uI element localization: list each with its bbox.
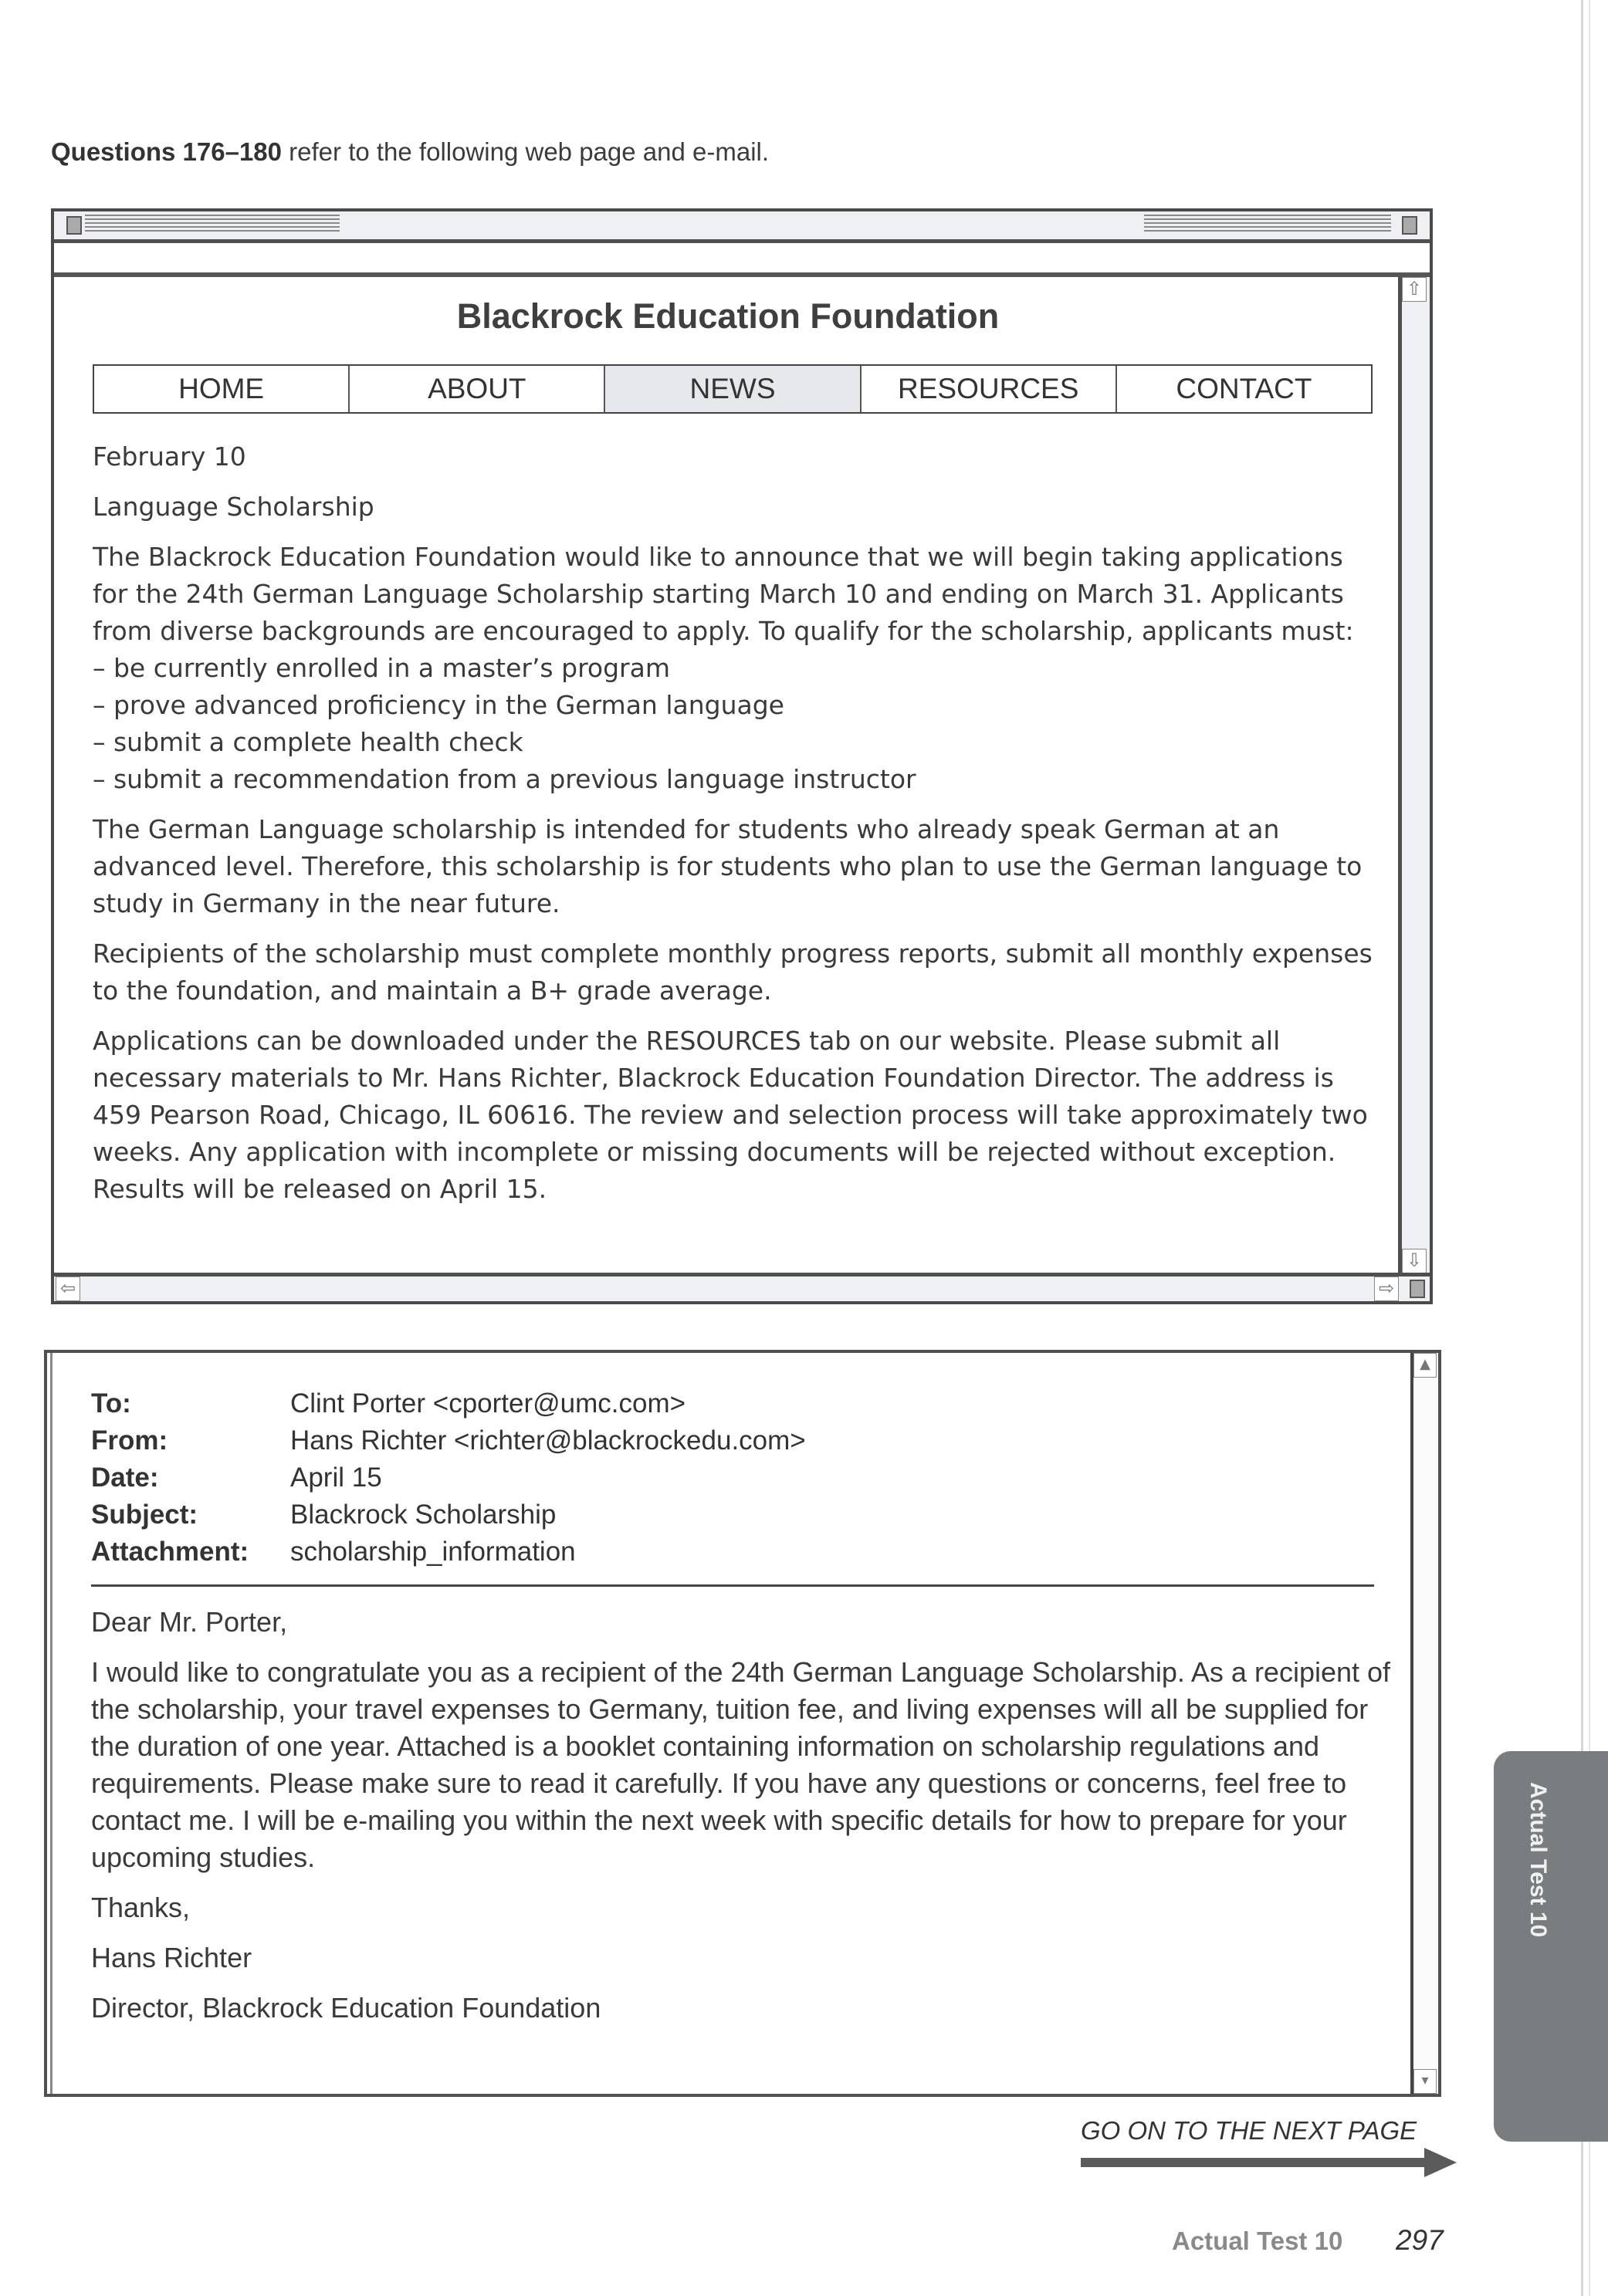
article-headline: Language Scholarship: [93, 492, 374, 522]
side-tab-label: Actual Test 10: [1525, 1782, 1551, 1938]
header-label: Attachment:: [91, 1537, 249, 1567]
header-value: April 15: [290, 1462, 382, 1493]
horizontal-scrollbar[interactable]: [54, 1273, 1430, 1301]
article-paragraph: The Blackrock Education Foundation would like to announce that we will begin taking applications for the 24th German Language Scholarship starting March 10 and ending on March 31. Applicants from diverse backgrounds are encouraged to apply. To qualify for the scholarship, applicants must:: [93, 542, 1354, 646]
scroll-down-icon[interactable]: ▾: [1413, 2069, 1437, 2094]
header-label: From:: [91, 1425, 168, 1456]
scroll-left-icon[interactable]: ⇦: [56, 1276, 80, 1301]
header-label: To:: [91, 1388, 131, 1419]
article-paragraph: The German Language scholarship is intended for students who already speak German at an advanced level. Therefore, this scholarship is for students who plan to use the German language to study in Germany in the near future.: [93, 814, 1363, 918]
article: [93, 438, 1374, 1221]
requirement-item: – prove advanced proficiency in the German language: [93, 690, 784, 720]
header-to: [91, 1385, 806, 1422]
footer-section: Actual Test 10: [1172, 2227, 1343, 2255]
close-box-icon[interactable]: [66, 216, 82, 235]
title-stripes: [85, 215, 340, 233]
header-date: [91, 1459, 806, 1496]
header-label: Date:: [91, 1462, 159, 1493]
article-paragraph: Recipients of the scholarship must complete monthly progress reports, submit all monthly expenses to the foundation, and maintain a B+ grade average.: [93, 938, 1373, 1006]
nav-contact[interactable]: CONTACT: [1176, 373, 1312, 404]
email-closing: Thanks,: [91, 1892, 191, 1923]
question-range: Questions 176–180: [51, 137, 282, 166]
scroll-up-icon[interactable]: ▲: [1413, 1353, 1437, 1378]
nav-news[interactable]: NEWS: [605, 366, 861, 412]
header-divider: [91, 1584, 1374, 1587]
scroll-up-icon[interactable]: ⇧: [1402, 277, 1427, 302]
question-text: refer to the following web page and e-mail.: [282, 137, 770, 166]
next-page-label: GO ON TO THE NEXT PAGE: [1081, 2116, 1417, 2145]
nav-resources[interactable]: RESOURCES: [862, 366, 1117, 412]
nav-home[interactable]: HOME: [94, 366, 350, 412]
resize-box-icon[interactable]: [1410, 1280, 1425, 1298]
address-bar[interactable]: [54, 243, 1430, 277]
header-value: Blackrock Scholarship: [290, 1500, 557, 1530]
email-window: [44, 1350, 1441, 2097]
header-value: Clint Porter <cporter@umc.com>: [290, 1388, 686, 1419]
header-subject: [91, 1496, 806, 1533]
scroll-right-icon[interactable]: ⇨: [1374, 1276, 1399, 1301]
window-title-bar[interactable]: [54, 211, 1430, 243]
email-frame-line: [50, 1353, 52, 2094]
attachment-link[interactable]: scholarship_information: [290, 1537, 576, 1567]
email-body: [91, 1604, 1403, 2040]
vertical-scrollbar[interactable]: [1398, 277, 1430, 1273]
email-headers: [91, 1385, 806, 1571]
signature-name: Hans Richter: [91, 1942, 252, 1973]
site-nav: [93, 364, 1373, 414]
requirement-item: – submit a recommendation from a previous language instructor: [93, 764, 916, 794]
browser-window: [51, 208, 1433, 1304]
signature-title: Director, Blackrock Education Foundation: [91, 1992, 601, 2024]
article-paragraph: Applications can be downloaded under the RESOURCES tab on our website. Please submit all necessary materials to Mr. Hans Richter, Blackrock Education Foundation Director. The address is 459 Pearson Road, Chicago, IL 60616. The review and selection process will take approximately two weeks. Any application with incomplete or missing documents will be rejected without exception. Results will be released on April 15.: [93, 1026, 1368, 1204]
header-label: Subject:: [91, 1500, 198, 1530]
article-date: February 10: [93, 441, 246, 472]
page-number: 297: [1396, 2224, 1444, 2256]
email-greeting: Dear Mr. Porter,: [91, 1606, 288, 1638]
email-paragraph: I would like to congratulate you as a recipient of the 24th German Language Scholarship. As a recipient of the scholarship, your travel expenses to Germany, tuition fee, and living expenses will all be supplied for the duration of one year. Attached is a booklet containing information on scholarship regulations and requirements. Please make sure to read it carefully. If you have any questions or concerns, feel free to contact me. I will be e-mailing you within the next week with specific details for how to prepare for your upcoming studies.: [91, 1656, 1391, 1873]
requirement-item: – be currently enrolled in a master’s program: [93, 653, 670, 683]
site-title: Blackrock Education Foundation: [456, 296, 1000, 336]
zoom-box-icon[interactable]: [1402, 216, 1417, 235]
arrow-head-icon: [1424, 2148, 1457, 2177]
header-attachment: [91, 1533, 806, 1571]
header-from: [91, 1422, 806, 1459]
header-value: Hans Richter <richter@blackrockedu.com>: [290, 1425, 806, 1456]
nav-about[interactable]: ABOUT: [350, 366, 605, 412]
arrow-right-icon: [1081, 2158, 1428, 2167]
scroll-down-icon[interactable]: ⇩: [1402, 1249, 1427, 1273]
title-stripes: [1144, 215, 1391, 233]
requirement-item: – submit a complete health check: [93, 727, 523, 757]
email-scrollbar[interactable]: [1410, 1353, 1438, 2094]
requirements-list: [93, 650, 1374, 798]
side-tab: [1494, 1751, 1608, 2142]
question-instruction: [51, 137, 769, 167]
